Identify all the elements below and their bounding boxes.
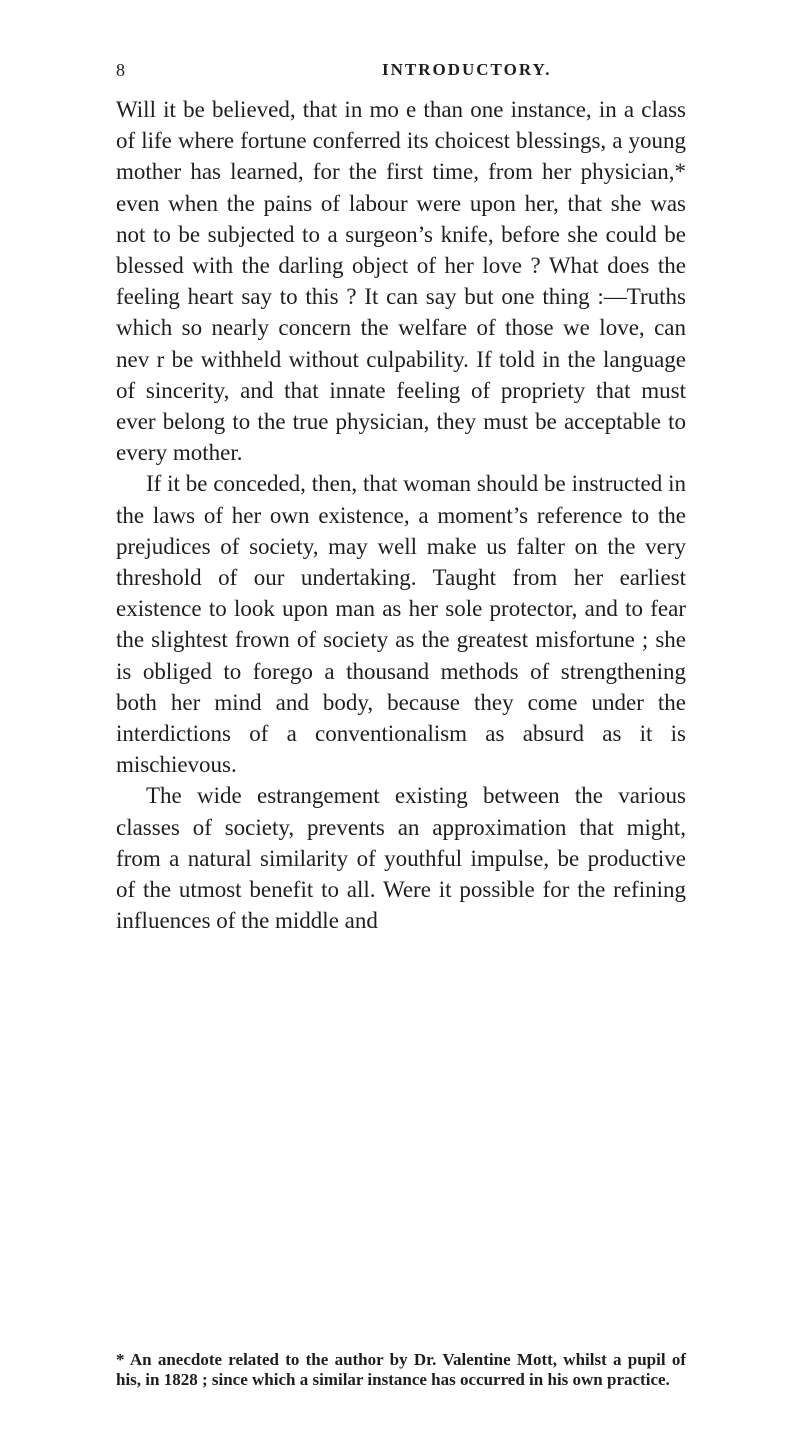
paragraph-1: Will it be believed, that in mo e than one instance, in a class of life where fortune conferred its choicest blessings, a young mother has learned, for the first time, from her physician,* even when the pains of labour were upon her, that she was not to be subjected to a surgeon’s knife, before she could be blessed with the darling object of her love ? What does the feeling heart say to this ? It can say but one thing :—Truths which so nearly concern the welfare of those we love, can nev r be withheld without culpability. If told in the language of sincerity, and that innate feeling of propriety that must ever belong to the true physician, they must be acceptable to every mother. xyxy=(116,97,686,466)
paragraph-3: The wide estrangement existing between the various classes of society, prevents an approximation that might, from a natural similarity of youthful impulse, be productive of the utmost benefit to all. Were it possible for the refining influences of the middle and xyxy=(116,783,686,934)
footnote-mark: * xyxy=(116,1350,125,1369)
page-header xyxy=(116,60,686,90)
running-head: INTRODUCTORY. xyxy=(382,60,552,79)
footnote-text: An anecdote related to the author by Dr. Valentine Mott, whilst a pupil of his, in 1828 ; since which a similar instance has occurred in his own practice. xyxy=(116,1350,687,1389)
paragraph-2: If it be conceded, then, that woman should be instructed in the laws of her own existence, a moment’s reference to the prejudices of society, may well make us falter on the very threshold of our undertaking. Taught from her earliest existence to look upon man as her sole protector, and to fear the slightest frown of society as the greatest misfortune ; she is obliged to forego a thousand methods of strengthening both her mind and body, because they come under the interdictions of a conventionalism as absurd as it is mischievous. xyxy=(116,471,686,778)
footnote xyxy=(116,1350,686,1390)
page-number: 8 xyxy=(116,60,126,80)
body-text xyxy=(116,94,686,936)
